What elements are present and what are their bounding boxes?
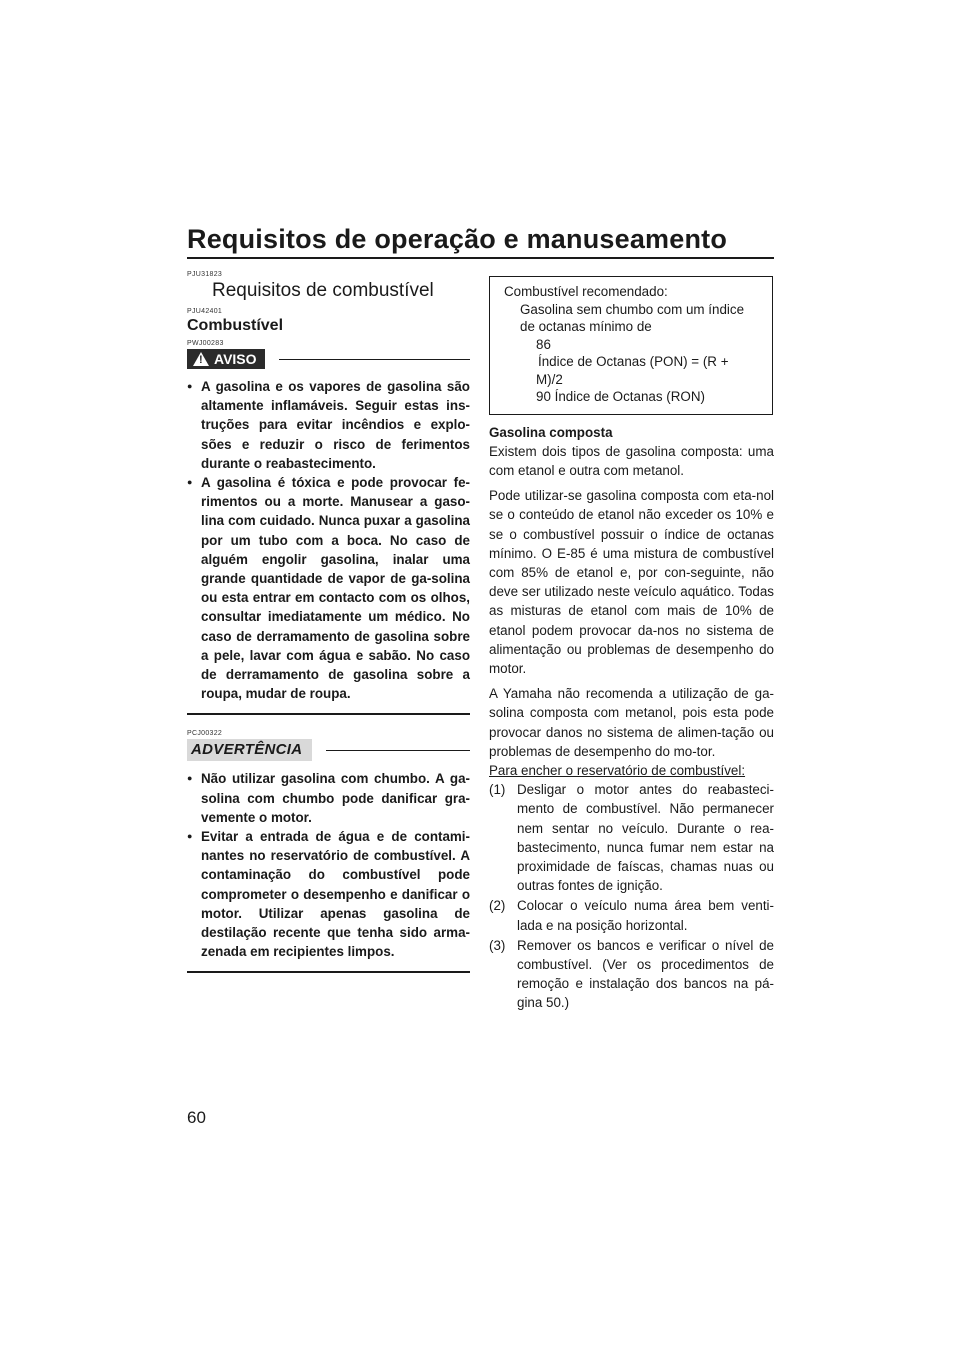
list-item: ● Não utilizar gasolina com chumbo. A ga-solina com chumbo pode danificar gra-vemente o motor. [187,769,470,827]
warning-triangle-icon: ! [193,352,209,366]
aviso-header [187,349,470,369]
fill-procedure-title: Para encher o reservatório de combustível: [489,762,746,778]
composta-title: Gasolina composta [489,424,613,440]
aviso-badge [187,349,265,369]
aviso-list [187,377,470,703]
list-item: ● A gasolina é tóxica e pode provocar fe-rimentos ou a morte. Manusear a gaso-lina com cuidado. Nunca puxar a gasolina por um tubo com a boca. No caso de alguém engolir gasolina, inalar uma grande quantidade de vapor de ga-solina ou esta entrar em contacto com os olhos, consultar imediatamente um médico. No caso de derramamento de gasolina sobre a pele, lavar com água e sabão. No caso de derramamento de gasolina sobre a roupa, mudar de roupa. [187,473,470,703]
aviso-rule [279,359,470,360]
page-header [187,222,774,259]
subsection-code: PJU42401 [187,308,223,315]
step-item: (2) Colocar o veículo numa área bem venti-lada e na posição horizontal. [489,898,774,933]
box-line: de octanas mínimo de [520,319,652,334]
paragraph: A Yamaha não recomenda a utilização de ga-solina composta com metanol, pois esta pode provocar danos no sistema de alimen-tação ou problemas de desempenho do mo-tor. [489,686,774,759]
header-rule [187,257,774,259]
box-line: M)/2 [536,371,563,387]
step-item: (1) Desligar o motor antes do reabasteci-mento de combustível. Não permanecer nem sentar no veículo. Durante o rea-bastecimento, nunca fumar nem estar na proximidade de faíscas, chamas nuas ou outras fontes de ignição. [489,782,774,894]
paragraph: Existem dois tipos de gasolina composta: uma com etanol e outra com metanol. [489,443,774,478]
section-title: Requisitos de combustível [212,280,434,301]
box-line: Combustível recomendado: [504,284,668,299]
box-line: 86 [536,336,551,352]
recommended-fuel-box [489,276,773,415]
list-item: ● A gasolina e os vapores de gasolina são altamente inflamáveis. Seguir estas ins-truções para evitar incêndios e explo-sões e reduzir o risco de ferimentos durante o reabastecimento. [187,377,470,473]
right-column [489,276,774,1014]
fill-steps [489,780,774,1012]
advertencia-end-rule [187,971,470,973]
page-number: 60 [187,1108,206,1127]
caution-code: PCJ00322 [187,730,223,738]
aviso-end-rule [187,713,470,715]
advertencia-rule [326,750,470,751]
warning-code: PWJ00283 [187,340,224,347]
box-line: Gasolina sem chumbo com um índice [520,301,745,317]
section-code: PJU31823 [187,271,223,278]
paragraph: Pode utilizar-se gasolina composta com eta-nol se o conteúdo de etanol não exceder os 10% e se o combustível possuir o índice de octanas mínimo. O E-85 é uma mistura de combustível com 85% de etanol e, por con-seguinte, não deve ser utilizado neste veículo aquático. Todas as misturas de etanol com mais de 10% de etanol podem provocar da-nos no sistema de alimentação ou problemas de desempenho do motor. [489,488,774,676]
advertencia-header [187,739,470,761]
box-line: Índice de Octanas (PON) = (R + [538,354,729,369]
box-line: 90 Índice de Octanas (RON) [536,389,705,404]
subsection-title: Combustível [187,317,284,334]
advertencia-list [187,769,470,961]
list-item: ● Evitar a entrada de água e de contami-nantes no reservatório de combustível. A contaminação do combustível pode comprometer o desempenho e danificar o motor. Utilizar apenas gasolina de destilação recente que tenha sido arma-zenada em recipientes limpos. [187,827,470,961]
advertencia-badge: ADVERTÊNCIA [187,739,312,761]
step-item: (3) Remover os bancos e verificar o nível de combustível. (Ver os procedimentos de remoção e instalação dos bancos na pá-gina 50.) [489,937,774,1011]
page-title: Requisitos de operação e manuseamento [187,224,728,254]
left-column [187,270,470,973]
aviso-label: AVISO [214,351,257,367]
